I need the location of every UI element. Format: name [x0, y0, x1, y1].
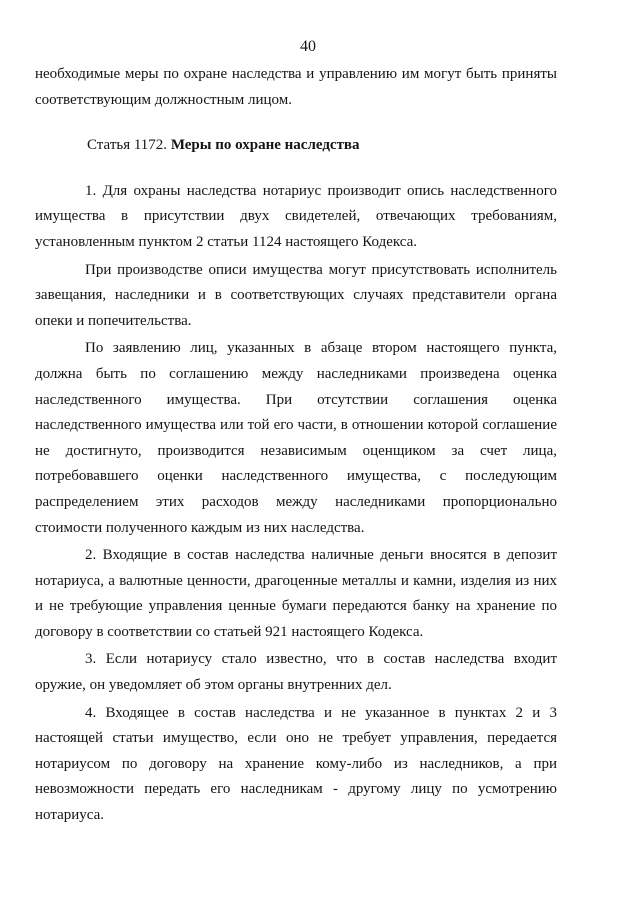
paragraph-1: 1. Для охраны наследства нотариус производит опись наследственного имущества в присутствии двух свидетелей, отвечающих требованиям, установленным пунктом 2 статьи 1124 настоящего Кодекса.: [35, 182, 557, 250]
paragraph-3: По заявлению лиц, указанных в абзаце втором настоящего пункта, должна быть по соглашению между наследниками произведена оценка наследственного имущества. При отсутствии соглашения оценка наследственного имущества или той его части, в отношении которой соглашение не достигнуто, производится независимым оценщиком за счет лица, потребовавшего оценки наследственного имущества, с последующим распределением этих расходов между наследниками пропорционально стоимости полученного каждым из них наследства.: [35, 340, 557, 536]
paragraph-4: 2. Входящие в состав наследства наличные деньги вносятся в депозит нотариуса, а валютные ценности, драгоценные металлы и камни, изделия из них и не требующие управления ценные бумаги передаются банку на хранение по договору в соответствии со статьей 921 настоящего Кодекса.: [35, 547, 557, 640]
article-number: Статья 1172.: [87, 137, 168, 154]
continuation-paragraph: необходимые меры по охране наследства и управлению им могут быть приняты соответствующим должностным лицом.: [35, 66, 557, 108]
page-number: 40: [300, 38, 316, 55]
article-heading: [35, 113, 557, 179]
paragraph-2: При производстве описи имущества могут присутствовать исполнитель завещания, наследники и в соответствующих случаях представители органа опеки и попечительства.: [35, 261, 557, 329]
paragraph-5: 3. Если нотариусу стало известно, что в состав наследства входит оружие, он уведомляет об этом органы внутренних дел.: [35, 651, 557, 694]
paragraph-6: 4. Входящее в состав наследства и не указанное в пунктах 2 и 3 настоящей статьи имущество, если оно не требует управления, передается нотариусом по договору на хранение кому-либо из наследников, а при невозможности передать его наследникам - другому лицу по усмотрению нотариуса.: [35, 704, 557, 824]
article-title: Меры по охране наследства: [170, 137, 360, 154]
document-body: [35, 62, 557, 829]
